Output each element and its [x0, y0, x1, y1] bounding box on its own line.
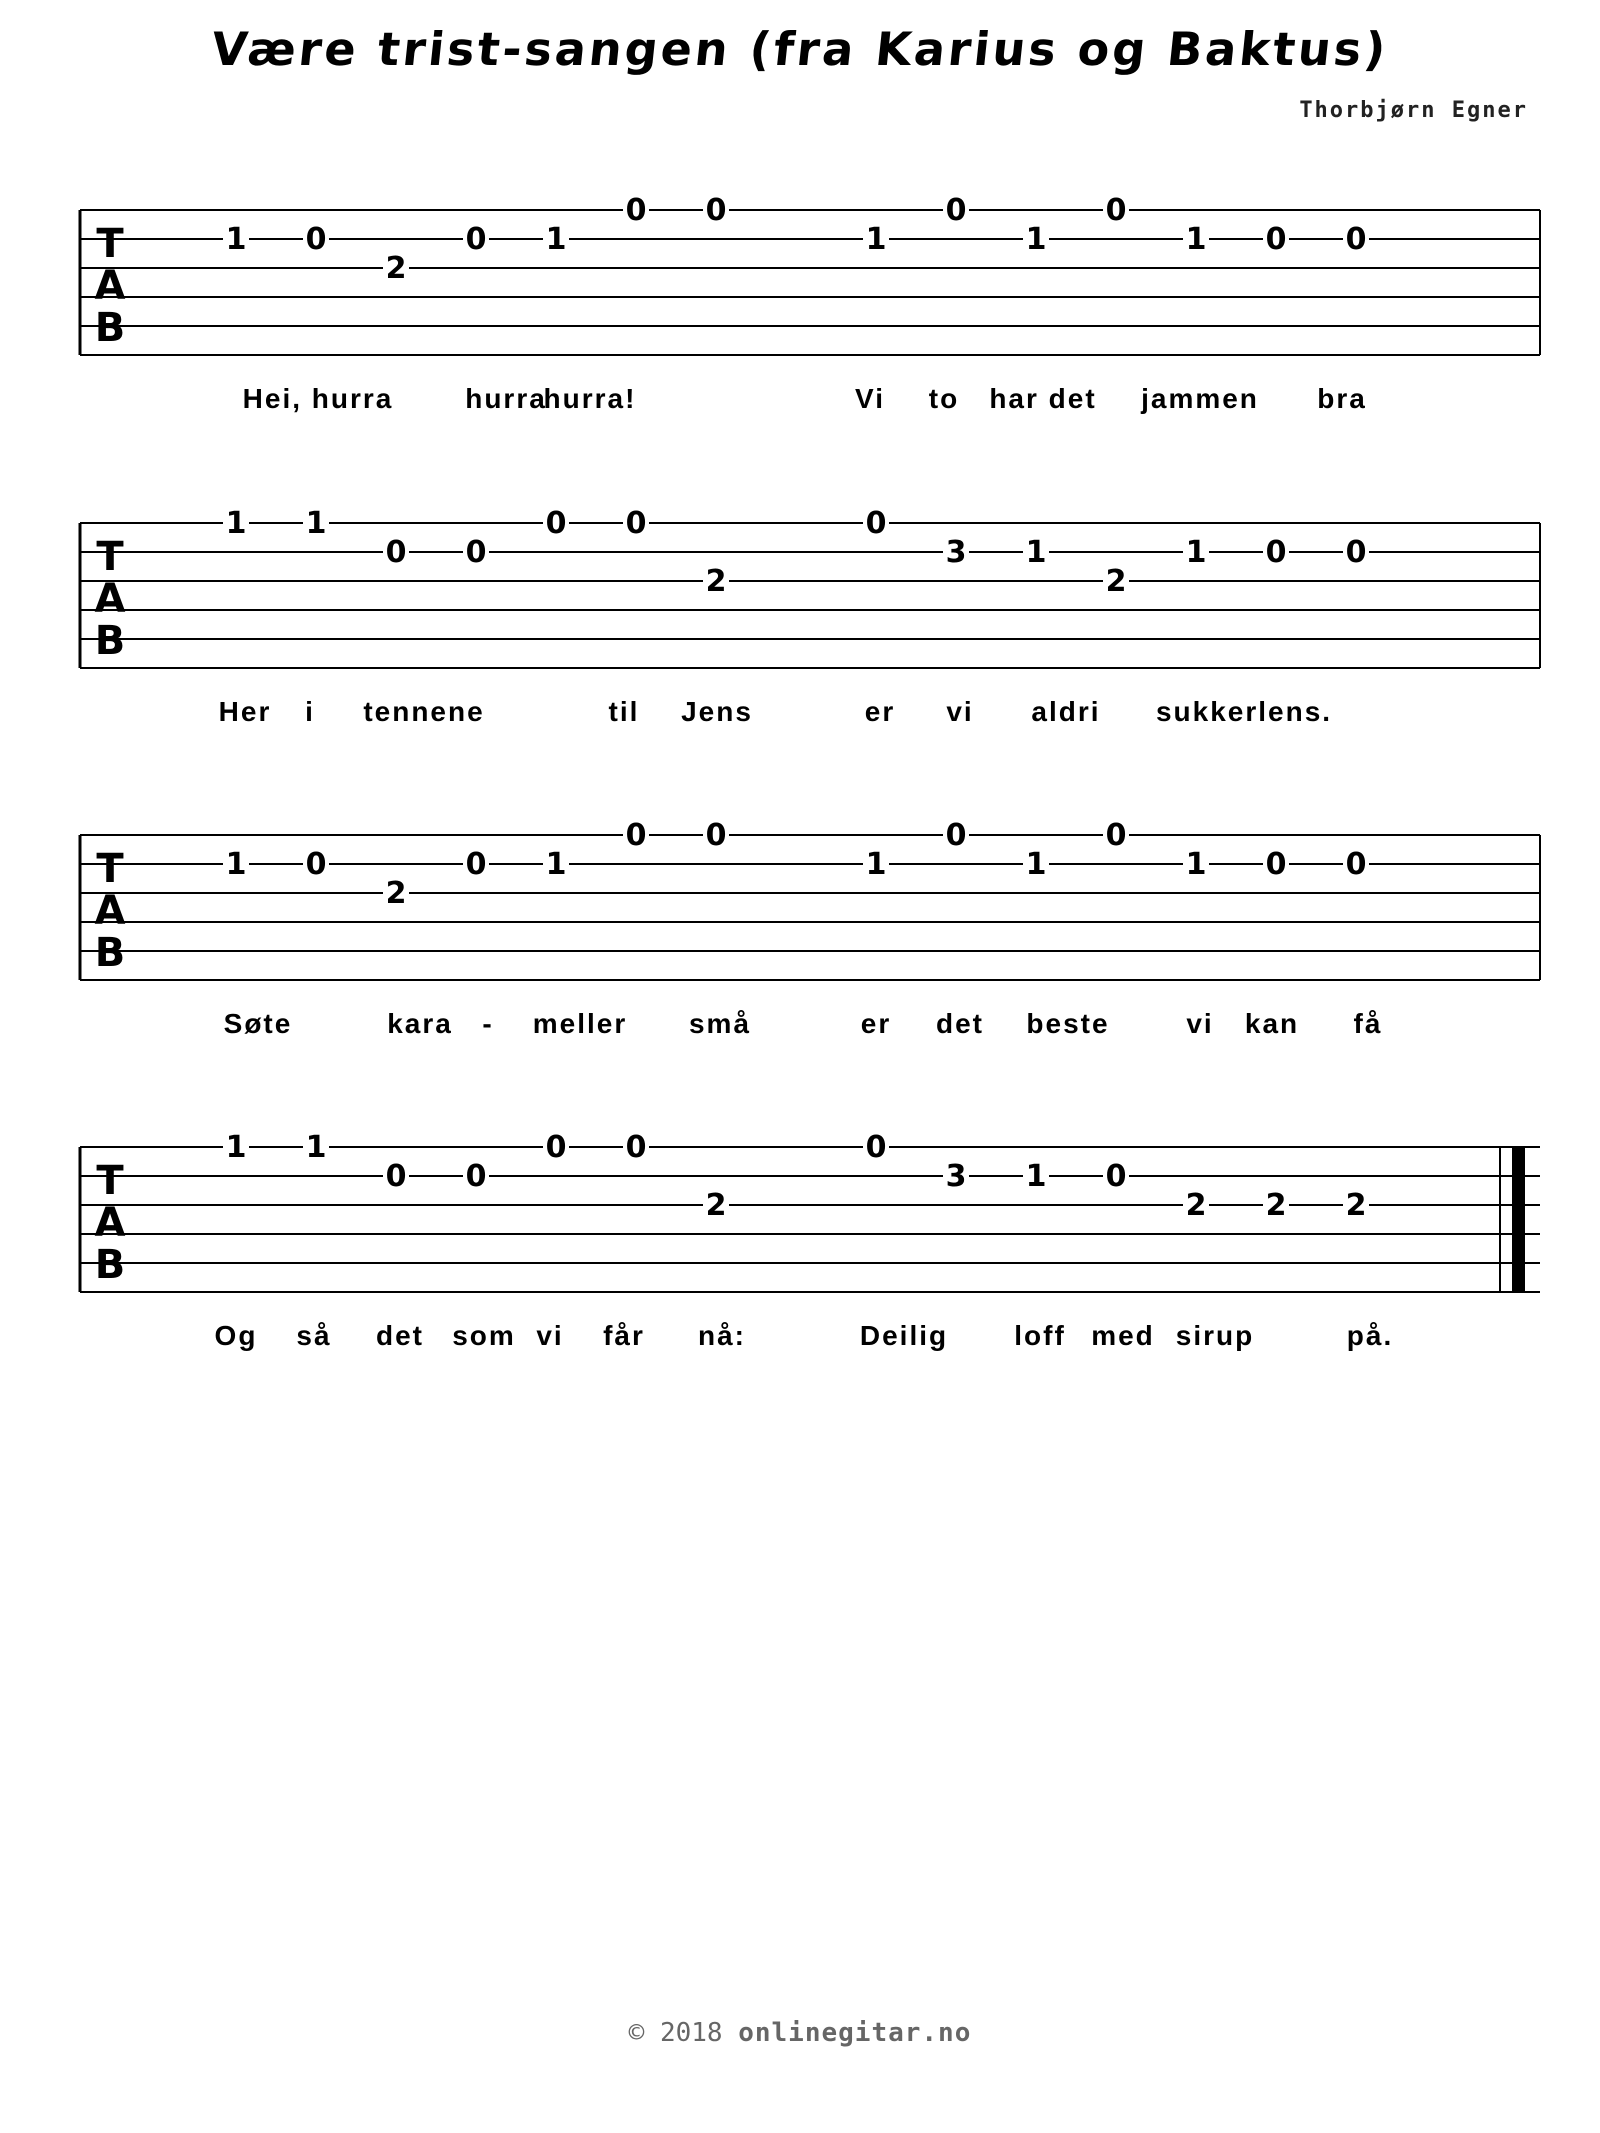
final-barline-thick	[1512, 1147, 1525, 1292]
fret-number: 0	[465, 1159, 487, 1194]
fret-number: 2	[1105, 564, 1127, 599]
lyric-word: så	[296, 1320, 332, 1351]
fret-number: 1	[1185, 535, 1207, 570]
lyric-word: jammen	[1141, 383, 1259, 414]
fret-number: 0	[545, 1130, 567, 1165]
fret-number: 0	[1105, 1159, 1127, 1194]
composer-name: Thorbjørn Egner	[1299, 98, 1528, 123]
lyric-word: vi	[536, 1320, 564, 1351]
lyric-word: Jens	[681, 696, 753, 727]
fret-number: 1	[225, 1130, 247, 1165]
tab-label-t: T	[96, 845, 124, 892]
fret-number: 1	[225, 506, 247, 541]
fret-number: 1	[305, 506, 327, 541]
tab-label-a: A	[94, 262, 126, 309]
lyric-word: nå:	[698, 1320, 746, 1351]
tab-system-4	[0, 1130, 1600, 1382]
fret-number: 1	[1025, 847, 1047, 882]
lyric-word: -	[482, 1008, 494, 1039]
tab-system-1	[0, 193, 1600, 445]
tab-staff	[0, 818, 1600, 1030]
lyric-word: sukkerlens.	[1155, 696, 1333, 727]
lyric-word: kan	[1244, 1008, 1300, 1039]
tab-label-b: B	[94, 304, 126, 351]
lyric-word: er	[864, 696, 896, 727]
lyric-word: beste	[1026, 1008, 1110, 1039]
fret-number: 3	[945, 535, 967, 570]
lyric-word: med	[1091, 1320, 1155, 1351]
fret-number: 0	[1105, 818, 1127, 853]
fret-number: 2	[705, 1188, 727, 1223]
fret-number: 0	[705, 818, 727, 853]
lyric-word: loff	[1014, 1320, 1066, 1351]
fret-number: 0	[705, 193, 727, 228]
fret-number: 0	[945, 193, 967, 228]
fret-number: 0	[545, 506, 567, 541]
tab-staff	[0, 506, 1600, 718]
fret-number: 1	[545, 847, 567, 882]
fret-number: 2	[385, 251, 407, 286]
fret-number: 0	[1345, 535, 1367, 570]
fret-number: 0	[625, 193, 647, 228]
fret-number: 0	[465, 847, 487, 882]
fret-number: 1	[545, 222, 567, 257]
fret-number: 1	[305, 1130, 327, 1165]
lyric-word: til	[608, 696, 640, 727]
fret-number: 1	[225, 222, 247, 257]
lyric-word: hurra!	[543, 383, 637, 414]
lyric-word: to	[928, 383, 960, 414]
tab-label-a: A	[94, 1199, 126, 1246]
lyric-word: Og	[214, 1320, 258, 1351]
tab-staff	[0, 1130, 1600, 1342]
lyric-word: Deilig	[859, 1320, 949, 1351]
fret-number: 2	[1265, 1188, 1287, 1223]
fret-number: 2	[705, 564, 727, 599]
fret-number: 1	[1025, 535, 1047, 570]
tab-label-t: T	[96, 220, 124, 267]
lyric-word: som	[452, 1320, 516, 1351]
fret-number: 0	[625, 506, 647, 541]
lyric-word: Vi	[855, 383, 885, 414]
lyric-word: tennene	[363, 696, 485, 727]
lyric-word: i	[305, 696, 315, 727]
lyric-word: små	[688, 1008, 752, 1039]
lyric-word: får	[603, 1320, 645, 1351]
lyric-word: sirup	[1175, 1320, 1255, 1351]
lyric-word: meller	[532, 1008, 628, 1039]
fret-number: 1	[1185, 847, 1207, 882]
tab-label-t: T	[96, 533, 124, 580]
fret-number: 1	[1025, 1159, 1047, 1194]
tab-staff	[0, 193, 1600, 405]
fret-number: 0	[465, 535, 487, 570]
tab-label-b: B	[94, 929, 126, 976]
fret-number: 3	[945, 1159, 967, 1194]
lyric-word: Hei, hurra	[242, 383, 394, 414]
lyric-word: vi	[946, 696, 974, 727]
copyright-symbol: ©	[628, 2018, 645, 2048]
fret-number: 0	[865, 506, 887, 541]
fret-number: 0	[1105, 193, 1127, 228]
fret-number: 0	[385, 1159, 407, 1194]
lyric-word: få	[1353, 1008, 1383, 1039]
lyric-word: Søte	[223, 1008, 293, 1039]
fret-number: 0	[865, 1130, 887, 1165]
fret-number: 0	[1265, 222, 1287, 257]
fret-number: 0	[385, 535, 407, 570]
fret-number: 1	[225, 847, 247, 882]
site-brand: onlinegitar.no	[738, 2018, 972, 2048]
tab-system-3	[0, 818, 1600, 1070]
fret-number: 0	[465, 222, 487, 257]
fret-number: 1	[865, 847, 887, 882]
fret-number: 0	[305, 847, 327, 882]
tab-label-a: A	[94, 887, 126, 934]
copyright-year: 2018	[659, 2018, 723, 2048]
fret-number: 0	[625, 818, 647, 853]
lyric-word: det	[936, 1008, 984, 1039]
lyric-word: hurra	[465, 383, 547, 414]
lyric-word: aldri	[1031, 696, 1101, 727]
tab-label-t: T	[96, 1157, 124, 1204]
tab-label-b: B	[94, 1241, 126, 1288]
fret-number: 0	[1265, 847, 1287, 882]
fret-number: 0	[305, 222, 327, 257]
fret-number: 2	[1185, 1188, 1207, 1223]
fret-number: 0	[945, 818, 967, 853]
fret-number: 1	[865, 222, 887, 257]
lyric-word: det	[376, 1320, 424, 1351]
lyric-word: er	[860, 1008, 892, 1039]
lyric-word: på.	[1346, 1320, 1394, 1351]
fret-number: 1	[1025, 222, 1047, 257]
lyric-word: vi	[1186, 1008, 1214, 1039]
fret-number: 0	[625, 1130, 647, 1165]
tab-system-2	[0, 506, 1600, 758]
tab-label-b: B	[94, 617, 126, 664]
fret-number: 1	[1185, 222, 1207, 257]
fret-number: 2	[1345, 1188, 1367, 1223]
lyric-word: kara	[387, 1008, 453, 1039]
fret-number: 2	[385, 876, 407, 911]
lyric-word: bra	[1317, 383, 1367, 414]
fret-number: 0	[1265, 535, 1287, 570]
fret-number: 0	[1345, 222, 1367, 257]
lyric-word: Her	[218, 696, 272, 727]
lyric-word: har det	[989, 383, 1097, 414]
footer-copyright	[0, 2018, 1600, 2048]
page-title: Være trist-sangen (fra Karius og Baktus)	[208, 22, 1392, 76]
tab-label-a: A	[94, 575, 126, 622]
fret-number: 0	[1345, 847, 1367, 882]
